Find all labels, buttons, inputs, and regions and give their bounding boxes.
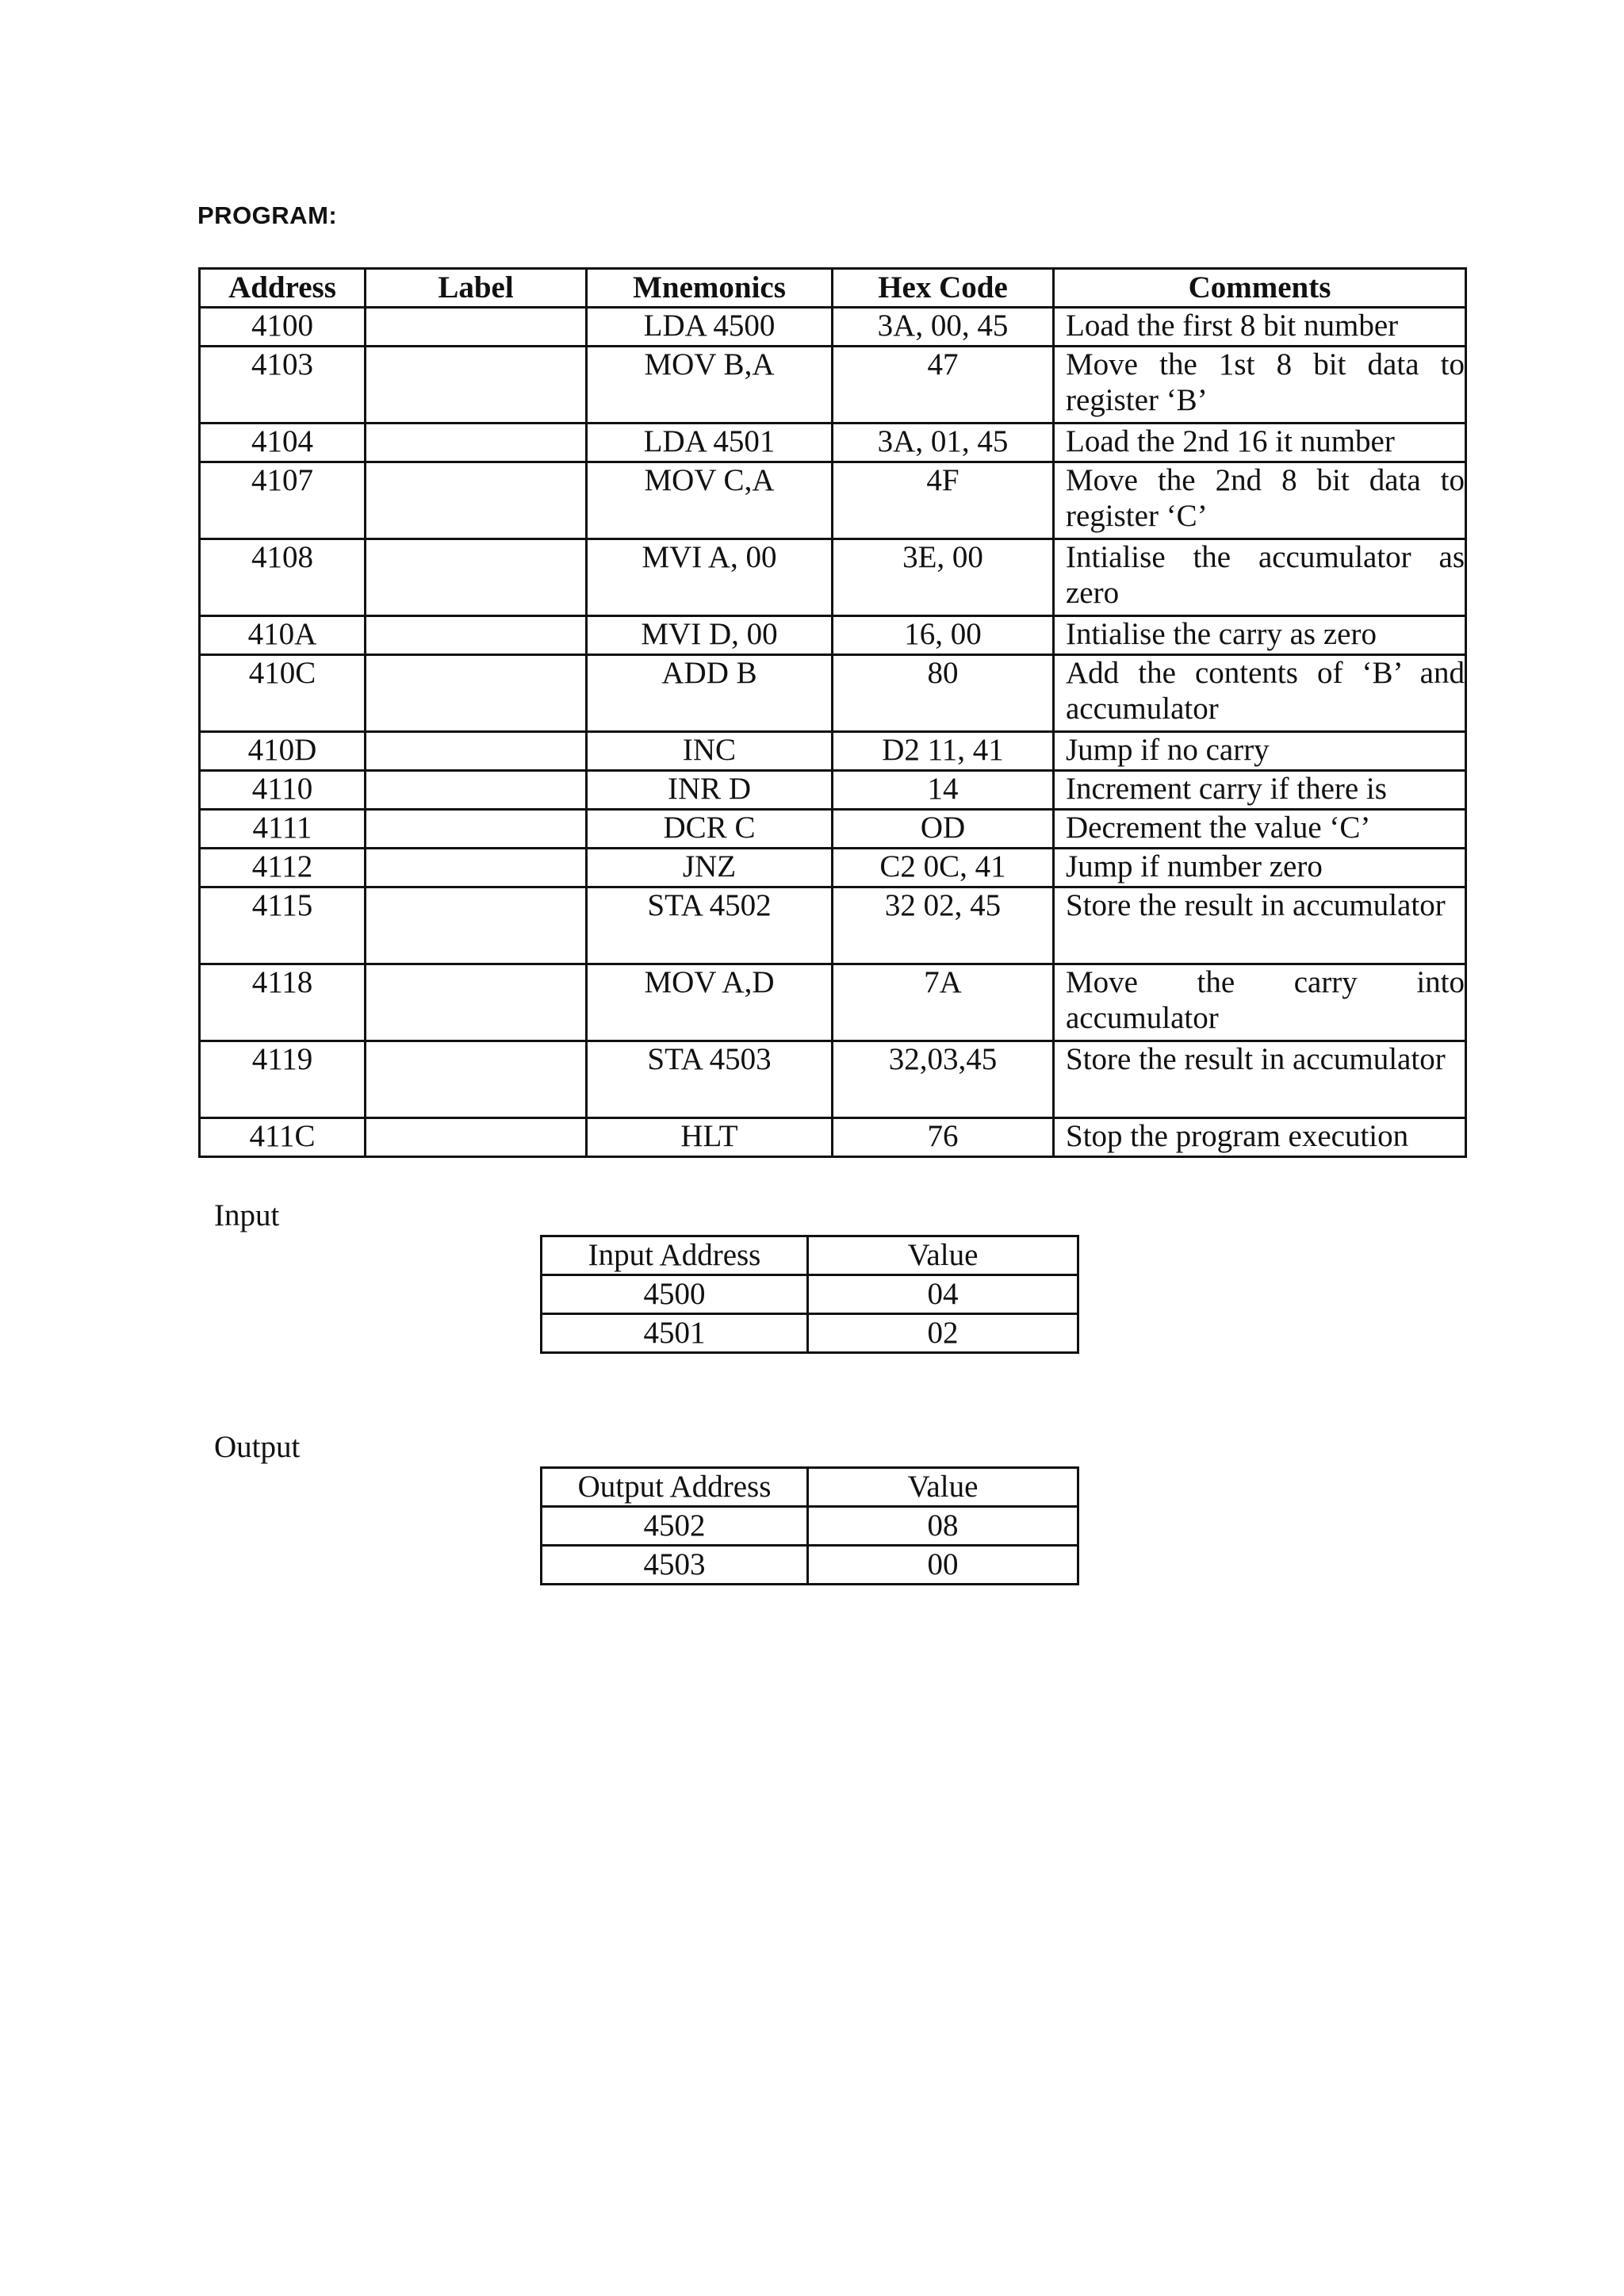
table-row — [542, 1507, 1078, 1546]
cell-hex: C2 0C, 41 — [833, 849, 1054, 887]
cell-value: 00 — [808, 1546, 1078, 1585]
cell-label — [366, 810, 587, 849]
table-row — [200, 655, 1466, 732]
cell-comment: Intialise the accumulator as zero — [1054, 539, 1466, 616]
header-input-address: Input Address — [542, 1236, 808, 1275]
cell-comment: Jump if number zero — [1054, 849, 1466, 887]
cell-label — [366, 347, 587, 424]
page-heading: PROGRAM: — [197, 201, 338, 229]
cell-address: 4500 — [542, 1275, 808, 1314]
cell-address: 4502 — [542, 1507, 808, 1546]
cell-comment: Move the 2nd 8 bit data to register ‘C’ — [1054, 462, 1466, 539]
cell-mnemonic: STA 4502 — [587, 887, 833, 964]
input-table — [540, 1235, 1079, 1354]
table-row — [542, 1546, 1078, 1585]
cell-label — [366, 1118, 587, 1157]
table-row — [200, 1041, 1466, 1118]
table-row — [200, 1118, 1466, 1157]
cell-address: 4112 — [200, 849, 366, 887]
table-row — [542, 1314, 1078, 1353]
cell-comment: Add the contents of ‘B’ and accumulator — [1054, 655, 1466, 732]
cell-address: 4111 — [200, 810, 366, 849]
table-row — [542, 1275, 1078, 1314]
input-header-row — [542, 1236, 1078, 1275]
table-row — [200, 347, 1466, 424]
cell-hex: 80 — [833, 655, 1054, 732]
table-row — [200, 771, 1466, 810]
table-row — [200, 308, 1466, 347]
cell-comment: Increment carry if there is — [1054, 771, 1466, 810]
cell-comment: Jump if no carry — [1054, 732, 1466, 771]
cell-address: 4108 — [200, 539, 366, 616]
cell-hex: 3E, 00 — [833, 539, 1054, 616]
cell-comment: Move the 1st 8 bit data to register ‘B’ — [1054, 347, 1466, 424]
header-label: Label — [366, 269, 587, 308]
cell-hex: 7A — [833, 964, 1054, 1041]
cell-label — [366, 887, 587, 964]
cell-mnemonic: LDA 4500 — [587, 308, 833, 347]
cell-mnemonic: HLT — [587, 1118, 833, 1157]
cell-mnemonic: MOV B,A — [587, 347, 833, 424]
cell-label — [366, 539, 587, 616]
cell-mnemonic: JNZ — [587, 849, 833, 887]
output-table — [540, 1466, 1079, 1585]
cell-hex: 3A, 01, 45 — [833, 424, 1054, 462]
cell-label — [366, 849, 587, 887]
cell-address: 4103 — [200, 347, 366, 424]
header-address: Address — [200, 269, 366, 308]
cell-label — [366, 732, 587, 771]
header-value: Value — [808, 1468, 1078, 1507]
cell-label — [366, 308, 587, 347]
cell-hex: 47 — [833, 347, 1054, 424]
cell-comment: Load the 2nd 16 it number — [1054, 424, 1466, 462]
header-output-address: Output Address — [542, 1468, 808, 1507]
program-table — [198, 267, 1467, 1158]
input-section-label: Input — [214, 1198, 280, 1232]
cell-label — [366, 1041, 587, 1118]
table-row — [200, 849, 1466, 887]
cell-label — [366, 462, 587, 539]
cell-mnemonic: INC — [587, 732, 833, 771]
cell-comment: Move the carry into accumulator — [1054, 964, 1466, 1041]
cell-hex: 76 — [833, 1118, 1054, 1157]
cell-label — [366, 424, 587, 462]
cell-comment: Store the result in accumulator — [1054, 887, 1466, 964]
cell-address: 4107 — [200, 462, 366, 539]
cell-address: 4118 — [200, 964, 366, 1041]
cell-mnemonic: MOV C,A — [587, 462, 833, 539]
cell-address: 410D — [200, 732, 366, 771]
cell-hex: 4F — [833, 462, 1054, 539]
cell-address: 4110 — [200, 771, 366, 810]
cell-label — [366, 771, 587, 810]
cell-address: 4119 — [200, 1041, 366, 1118]
cell-value: 08 — [808, 1507, 1078, 1546]
cell-address: 4503 — [542, 1546, 808, 1585]
cell-address: 4100 — [200, 308, 366, 347]
cell-mnemonic: INR D — [587, 771, 833, 810]
cell-address: 411C — [200, 1118, 366, 1157]
cell-hex: 16, 00 — [833, 616, 1054, 655]
header-value: Value — [808, 1236, 1078, 1275]
cell-value: 04 — [808, 1275, 1078, 1314]
cell-hex: D2 11, 41 — [833, 732, 1054, 771]
cell-value: 02 — [808, 1314, 1078, 1353]
cell-hex: 32 02, 45 — [833, 887, 1054, 964]
table-row — [200, 424, 1466, 462]
cell-address: 410C — [200, 655, 366, 732]
cell-mnemonic: DCR C — [587, 810, 833, 849]
cell-hex: 3A, 00, 45 — [833, 308, 1054, 347]
cell-address: 4104 — [200, 424, 366, 462]
output-section-label: Output — [214, 1430, 301, 1464]
cell-hex: OD — [833, 810, 1054, 849]
program-header-row — [200, 269, 1466, 308]
output-header-row — [542, 1468, 1078, 1507]
cell-mnemonic: LDA 4501 — [587, 424, 833, 462]
table-row — [200, 539, 1466, 616]
table-row — [200, 887, 1466, 964]
cell-address: 4501 — [542, 1314, 808, 1353]
cell-hex: 32,03,45 — [833, 1041, 1054, 1118]
cell-mnemonic: STA 4503 — [587, 1041, 833, 1118]
cell-comment: Load the first 8 bit number — [1054, 308, 1466, 347]
cell-label — [366, 964, 587, 1041]
cell-mnemonic: MVI A, 00 — [587, 539, 833, 616]
table-row — [200, 732, 1466, 771]
table-row — [200, 616, 1466, 655]
cell-comment: Stop the program execution — [1054, 1118, 1466, 1157]
table-row — [200, 462, 1466, 539]
cell-hex: 14 — [833, 771, 1054, 810]
cell-mnemonic: MOV A,D — [587, 964, 833, 1041]
cell-address: 410A — [200, 616, 366, 655]
cell-address: 4115 — [200, 887, 366, 964]
cell-mnemonic: MVI D, 00 — [587, 616, 833, 655]
header-hex-code: Hex Code — [833, 269, 1054, 308]
header-comments: Comments — [1054, 269, 1466, 308]
cell-comment: Store the result in accumulator — [1054, 1041, 1466, 1118]
table-row — [200, 810, 1466, 849]
cell-label — [366, 616, 587, 655]
table-row — [200, 964, 1466, 1041]
cell-label — [366, 655, 587, 732]
cell-comment: Intialise the carry as zero — [1054, 616, 1466, 655]
cell-mnemonic: ADD B — [587, 655, 833, 732]
header-mnemonics: Mnemonics — [587, 269, 833, 308]
cell-comment: Decrement the value ‘C’ — [1054, 810, 1466, 849]
